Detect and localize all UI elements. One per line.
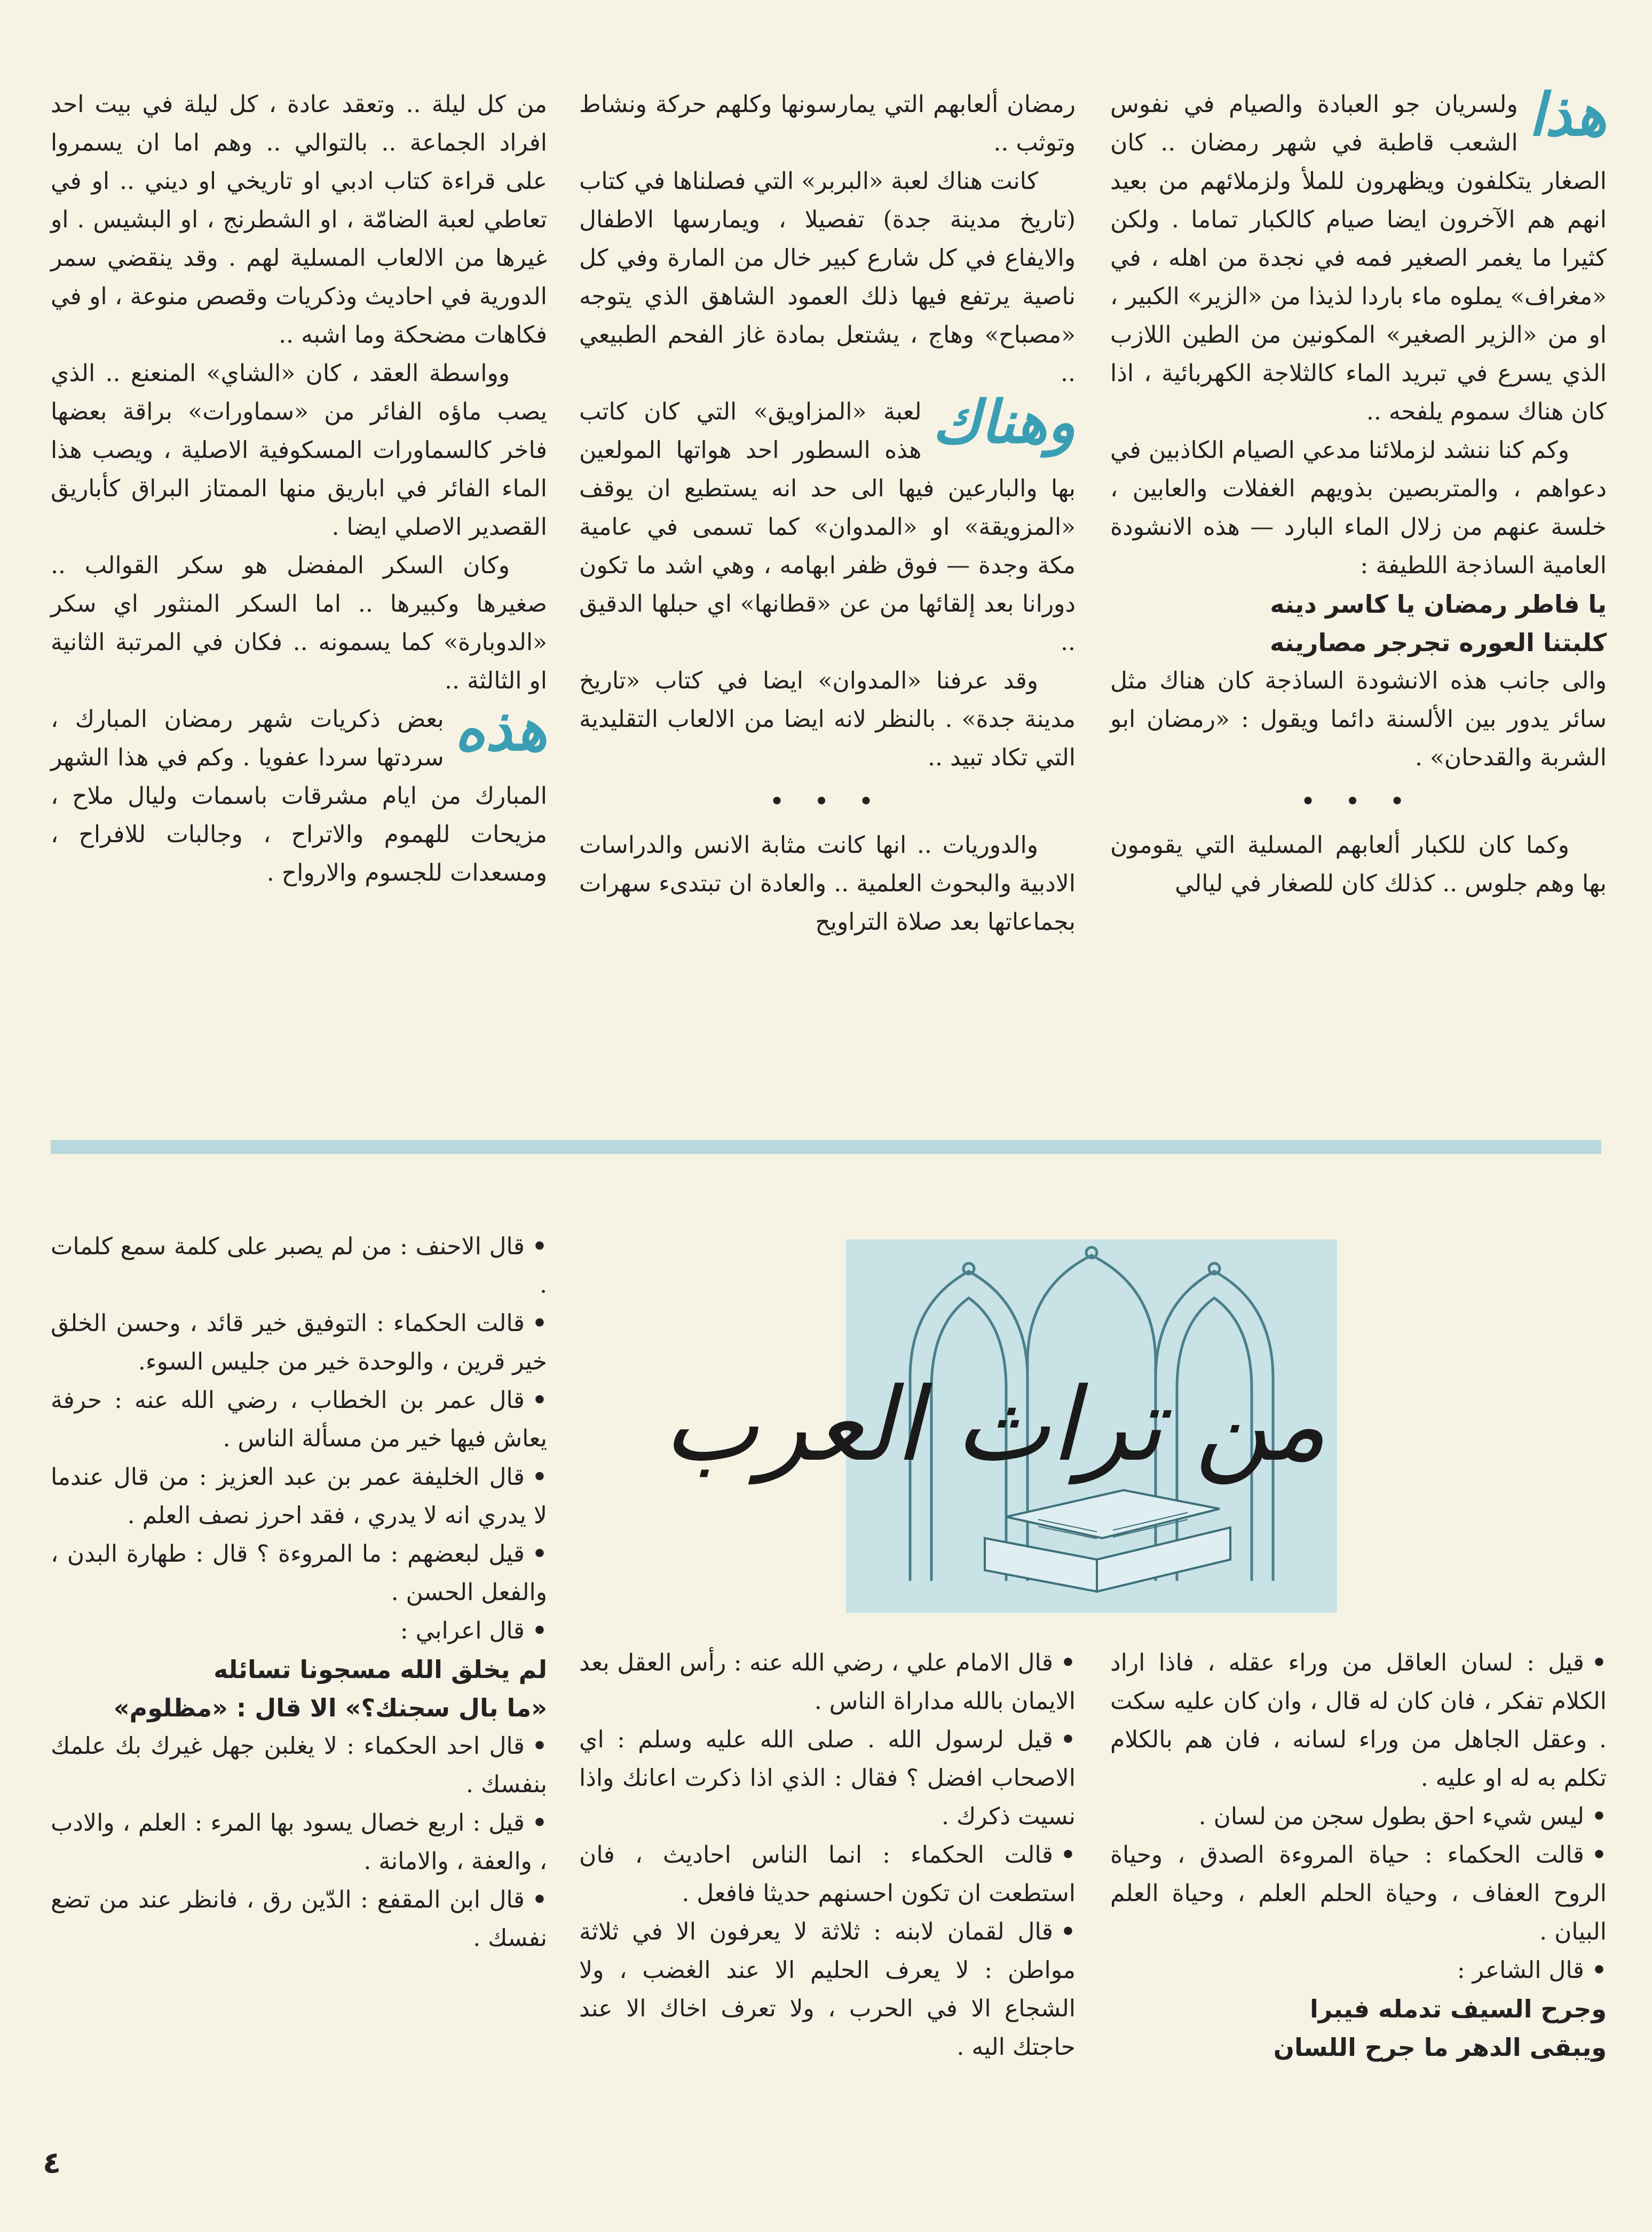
saying-item: •قالت الحكماء : انما الناس احاديث ، فان استطعت ان تكون احسنهم حديثا فافعل . [579, 1841, 1076, 1907]
section-divider [51, 1140, 1601, 1154]
saying-item: •قال اعرابي : [400, 1617, 547, 1644]
article-paragraph: والدوريات .. انها كانت مثابة الانس والدراسات الادبية والبحوث العلمية .. والعادة ان تبتدىء سهرات بجماعاتها بعد صلاة التراويح [579, 832, 1076, 936]
article-paragraph: كانت هناك لعبة «البربر» التي فصلناها في كتاب (تاريخ مدينة جدة) تفصيلا ، ويمارسها الاطفال والايفاع في كل شارع كبير خال من المارة وفي كل ناصية يرتفع فيها ذلك العمود الشاهق الذي يتوجه «مصباح» وهاج ، يشتعل بمادة غاز الفحم الطبيعي .. [579, 168, 1076, 387]
saying-item: •قال الاحنف : من لم يصبر على كلمة سمع كلمات . [51, 1233, 547, 1299]
saying-item: •قيل : لسان العاقل من وراء عقله ، فاذا اراد الكلام تفكر ، فان كان له قال ، وان كان عليه سكت . وعقل الجاهل من وراء لسانه ، فان هم بالكلام تكلم به له او عليه . [1110, 1649, 1607, 1792]
article-paragraph: بعض ذكريات شهر رمضان المبارك ، سردتها سردا عفويا . وكم في هذا الشهر المبارك من ايام مشرقات باسمات وليال ملاح ، مزيحات للهموم والاتراح ، وجالبات للافراح ، ومسعدات للجسوم والارواح . [51, 706, 548, 887]
verse-line: كلبتنا العوره تجرجر مصارينه [1270, 628, 1607, 657]
bullet-icon: • [532, 1886, 547, 1913]
saying-item: •قالت الحكماء : حياة المروءة الصدق ، وحياة الروح العفاف ، وحياة الحلم العلم ، وحياة العلم البيان . [1110, 1841, 1607, 1945]
bullet-icon: • [1060, 1649, 1076, 1676]
article-column-right [1110, 81, 1607, 903]
verse-line: «ما بال سجنك؟» الا قال : «مظلوم» [113, 1693, 547, 1722]
bullet-icon: • [1060, 1918, 1076, 1945]
verse-line: لم يخلق الله مسجونا تسائله [214, 1655, 547, 1684]
bullet-icon: • [1060, 1841, 1076, 1869]
saying-item: •قال عمر بن الخطاب ، رضي الله عنه : حرفة يعاش فيها خير من مسألة الناس . [51, 1387, 547, 1452]
bullet-icon: • [532, 1310, 547, 1337]
article-paragraph: وكما كان للكبار ألعابهم المسلية التي يقومون بها وهم جلوس .. كذلك كان للصغار في ليالي [1110, 832, 1607, 897]
bullet-icon: • [532, 1617, 547, 1644]
saying-item: •قيل : اربع خصال يسود بها المرء : العلم ، والادب ، والعفة ، والامانة . [51, 1809, 547, 1875]
saying-item: •قيل لبعضهم : ما المروءة ؟ قال : طهارة البدن ، والفعل الحسن . [51, 1540, 547, 1606]
article-paragraph: والى جانب هذه الانشودة الساذجة كان هناك مثل سائر يدور بين الألسنة دائما ويقول : «رمضان ابو الشربة والقدحان» . [1110, 667, 1607, 771]
heritage-section-title: من تراث العرب [663, 1366, 1326, 1484]
bullet-icon: • [1591, 1841, 1607, 1869]
bullet-icon: • [532, 1233, 547, 1260]
sayings-column-middle [579, 1644, 1076, 2067]
bullet-icon: • [532, 1540, 547, 1568]
page-number: ٤ [43, 2146, 61, 2180]
bullet-icon: • [532, 1809, 547, 1837]
drop-cap-hatha: هذا [1528, 81, 1607, 149]
saying-item: •قال لقمان لابنه : ثلاثة لا يعرفون الا في ثلاثة مواطن : لا يعرف الحليم الا عند الغضب ، ولا الشجاع الا في الحرب ، ولا تعرف اخاك الا عند حاجتك اليه . [579, 1918, 1076, 2061]
article-paragraph: ولسريان جو العبادة والصيام في نفوس الشعب قاطبة في شهر رمضان .. كان الصغار يتكلفون ويظهرون للملأ ولزملائهم من بعيد انهم هم الآخرون ايضا صيام كالكبار تماما . ولكن كثيرا ما يغمر الصغير فمه في نجدة من اهله ، في «مغراف» يملوه ماء باردا لذيذا من «الزير» الكبير ، او من «الزير الصغير» المكونين من الطين اللازب الذي يسرع في تبريد الماء كالثلاجة الكهربائية ، اذا كان هناك سموم يلفحه .. [1110, 91, 1607, 425]
article-column-middle [579, 85, 1076, 941]
bullet-icon: • [1591, 1803, 1607, 1830]
section-separator: • • • [1301, 789, 1416, 814]
article-column-left [51, 85, 547, 892]
saying-item: •قال الخليفة عمر بن عبد العزيز : من قال عندما لا يدري انه لا يدري ، فقد احرز نصف العلم . [51, 1463, 547, 1529]
verse-line: ويبقى الدهر ما جرح اللسان [1273, 2033, 1607, 2062]
article-paragraph: وكان السكر المفضل هو سكر القوالب .. صغيرها وكبيرها .. اما السكر المنثور اي سكر «الدوبارة» كما يسمونه .. فكان في المرتبة الثانية او الثالثة .. [51, 552, 547, 694]
saying-item: •قال احد الحكماء : لا يغلبن جهل غيرك بك علمك بنفسك . [51, 1732, 547, 1798]
saying-item: •قال الامام علي ، رضي الله عنه : رأس العقل بعد الايمان بالله مداراة الناس . [579, 1649, 1076, 1715]
article-paragraph: لعبة «المزاويق» التي كان كاتب هذه السطور احد هواتها المولعين بها والبارعين فيها الى حد انه يستطيع ان يوقف «المزويقة» او «المدوان» كما تسمى في عامية مكة وجدة — فوق ظفر ابهامه ، وهي اشد ما تكون دورانا بعد إلقائها من عن «قطانها» اي حبلها الدقيق .. [579, 398, 1076, 656]
section-separator: • • • [770, 789, 885, 814]
saying-item: •قيل لرسول الله . صلى الله عليه وسلم : اي الاصحاب افضل ؟ فقال : الذي اذا ذكرت اعانك واذا نسيت ذكرك . [579, 1726, 1076, 1830]
bullet-icon: • [1591, 1957, 1607, 1984]
sayings-column-left [51, 1228, 547, 1958]
bullet-icon: • [1591, 1649, 1607, 1676]
bullet-icon: • [1060, 1726, 1076, 1753]
article-paragraph: وكم كنا ننشد لزملائنا مدعي الصيام الكاذبين في دعواهم ، والمتربصين بذويهم الغفلات والعابين ، خلسة عنهم من زلال الماء البارد — هذه الانشودة العامية الساذجة اللطيفة : [1110, 437, 1607, 579]
saying-item: •ليس شيء احق بطول سجن من لسان . [1198, 1803, 1607, 1830]
drop-cap-wahunak: وهناك [932, 388, 1076, 456]
article-paragraph: وواسطة العقد ، كان «الشاي» المنعنع .. الذي يصب ماؤه الفائر من «سماورات» براقة بعضها فاخر كالسماورات المسكوفية الاصلية ، ويصب هذا الماء الفائر في اباريق منها الممتاز البراق كأباريق القصدير الاصلي ايضا . [51, 360, 547, 541]
bullet-icon: • [532, 1732, 547, 1760]
saying-item: •قال ابن المقفع : الدّين رق ، فانظر عند من تضع نفسك . [51, 1886, 547, 1952]
article-paragraph: رمضان ألعابهم التي يمارسونها وكلهم حركة ونشاط وتوثب .. [579, 91, 1076, 156]
bullet-icon: • [532, 1463, 547, 1491]
sayings-column-right [1110, 1644, 1607, 2067]
article-paragraph: من كل ليلة .. وتعقد عادة ، كل ليلة في بيت احد افراد الجماعة .. بالتوالي .. وهم اما ان يسمروا على قراءة كتاب ادبي او تاريخي او ديني .. او في تعاطي لعبة الضامّة ، او الشطرنج ، او البشيس . او غيرها من الالعاب المسلية لهم . وقد ينقضي سمر الدورية في احاديث وذكريات وقصص منوعة ، او في فكاهات مضحكة وما اشبه .. [51, 91, 548, 349]
verse-line: يا فاطر رمضان يا كاسر دينه [1270, 590, 1607, 619]
saying-item: •قال الشاعر : [1457, 1957, 1607, 1984]
bullet-icon: • [532, 1387, 547, 1414]
article-paragraph: وقد عرفنا «المدوان» ايضا في كتاب «تاريخ مدينة جدة» . بالنظر لانه ايضا من الالعاب التقليدية التي تكاد تبيد .. [579, 667, 1076, 771]
saying-item: •قالت الحكماء : التوفيق خير قائد ، وحسن الخلق خير قرين ، والوحدة خير من جليس السوء. [51, 1310, 547, 1375]
verse-line: وجرح السيف تدمله فيبرا [1309, 1994, 1607, 2023]
drop-cap-hathihi: هذه [454, 695, 547, 764]
